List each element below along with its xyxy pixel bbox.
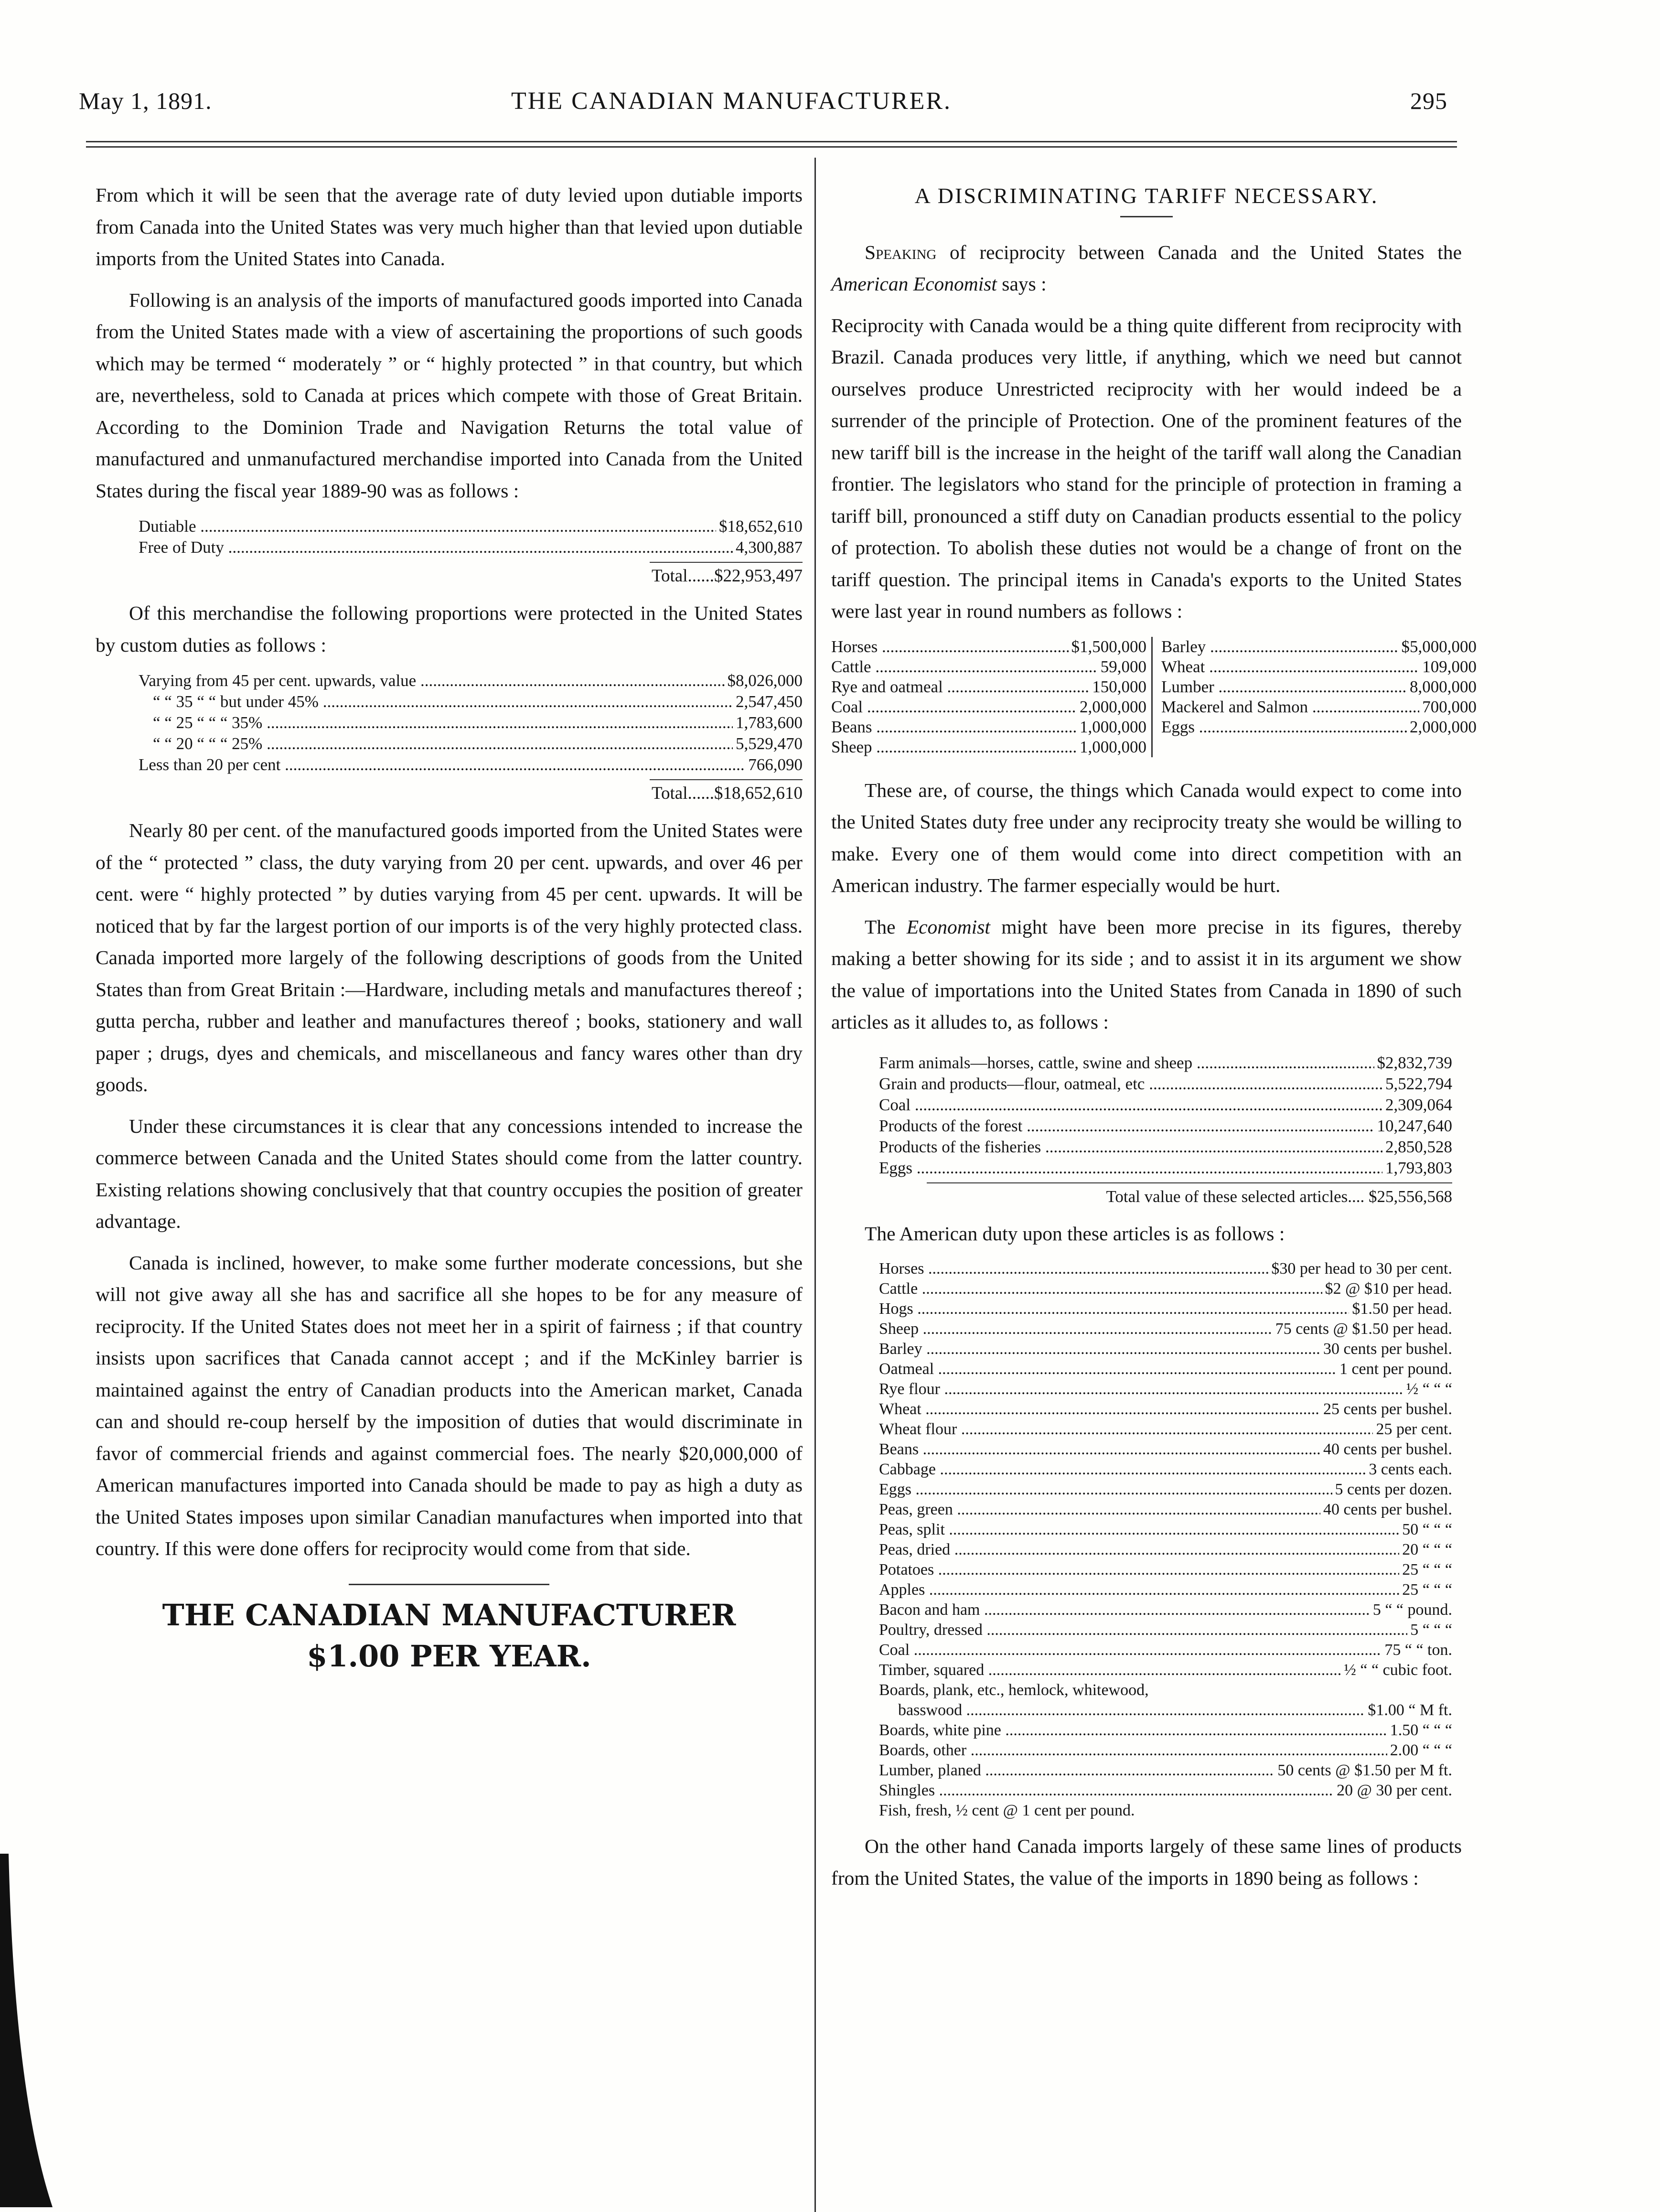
table-row: Varying from 45 per cent. upwards, value ..... $8,026,000	[139, 670, 803, 691]
issue-date: May 1, 1891.	[79, 87, 212, 114]
publication-title: THE CANADIAN MANUFACTURER.	[511, 87, 952, 115]
table-row: Sheep ..... 1,000,000	[831, 737, 1146, 757]
table-row: Boards, plank, etc., hemlock, whitewood,	[879, 1681, 1149, 1699]
exports-table-left	[831, 637, 1153, 757]
banner-title: THE CANADIAN MANUFACTURER	[162, 1597, 736, 1632]
table-row: Cattle ..... $2 @ $10 per head.	[879, 1279, 1452, 1299]
header-rule-double	[86, 146, 1457, 148]
table-row: Eggs ..... 1,793,803	[879, 1158, 1452, 1179]
table-row: Lumber, planed ..... 50 cents @ $1.50 per M ft.	[879, 1761, 1452, 1781]
paragraph: Following is an analysis of the imports of manufactured goods imported into Canada from the United States made with a view of ascertaining the proportions of such goods which may be termed “ moderately ” or “ highly protected ” in that country, but which are, nevertheless, sold to Canada at prices which compete with those of Great Britain. According to the Dominion Trade and Navigation Returns the total value of manufactured and unmanufactured merchandise imported into Canada from the United States during the fiscal year 1889-90 was as follows :	[96, 289, 803, 502]
table-row: Beans ..... 1,000,000	[831, 717, 1146, 737]
table-row: Coal ..... 2,000,000	[831, 697, 1146, 717]
table-row: Bacon and ham ..... 5 “ “ pound.	[879, 1600, 1452, 1620]
paragraph: On the other hand Canada imports largely of these same lines of products from the United States, the value of the imports in 1890 being as follows :	[831, 1835, 1462, 1889]
sum-rule	[650, 779, 803, 780]
table-row: Products of the fisheries ..... 2,850,528	[879, 1137, 1452, 1158]
sum-rule	[927, 1182, 1452, 1183]
table-row: Coal ..... 2,309,064	[879, 1095, 1452, 1116]
title-rule	[1120, 216, 1173, 217]
table-row: Fish, fresh, ½ cent @ 1 cent per pound.	[879, 1802, 1135, 1819]
paragraph: The Economist might have been more precise in its figures, thereby making a better showing for its side ; and to assist it in its argument we show the value of importations into the United States from Canada in 1890 of such articles as it alludes to, as follows :	[831, 915, 1462, 1033]
paragraph: Nearly 80 per cent. of the manufactured goods imported from the United States were of the “ protected ” class, the duty varying from 20 per cent. upwards, and over 46 per cent. were “ highly protected ” by duties varying from 45 per cent. upwards. It will be noticed that by far the largest portion of our imports is of the very highly protected class. Canada imported more largely of the following descriptions of goods from the United States than from Great Britain :—Hardware, including metals and manufactures thereof ; gutta percha, rubber and leather and manufactures thereof ; books, stationery and wall paper ; drugs, dyes and chemicals, and miscellaneous and fancy wares other than dry goods.	[96, 819, 803, 1095]
table-row: Peas, split ..... 50 “ “ “	[879, 1520, 1452, 1540]
table-row: Free of Duty ..... 4,300,887	[139, 537, 803, 558]
table-row: Lumber ..... 8,000,000	[1161, 677, 1477, 697]
table-row: Wheat flour ..... 25 per cent.	[879, 1419, 1452, 1439]
paragraph: Of this merchandise the following proportions were protected in the United States by custom duties as follows :	[96, 602, 803, 656]
paragraph: Speaking of reciprocity between Canada and the United States the American Economist says :	[831, 241, 1462, 295]
page-edge-shadow	[0, 1854, 57, 2207]
table-total: Total value of these selected articles.... $25,556,568	[1106, 1187, 1452, 1206]
table-row: Eggs ..... 5 cents per dozen.	[879, 1480, 1452, 1500]
table-row: Barley ..... $5,000,000	[1161, 637, 1477, 657]
table-row: Hogs ..... $1.50 per head.	[879, 1299, 1452, 1319]
table-row: Wheat ..... 25 cents per bushel.	[879, 1399, 1452, 1419]
table-row: Peas, green ..... 40 cents per bushel.	[879, 1500, 1452, 1520]
protection-table	[139, 670, 803, 805]
table-row: Boards, other ..... 2.00 “ “ “	[879, 1740, 1452, 1761]
trade-table	[139, 516, 803, 588]
table-row: Rye and oatmeal ..... 150,000	[831, 677, 1146, 697]
article-title: A DISCRIMINATING TARIFF NECESSARY.	[914, 183, 1379, 208]
header-rule	[86, 141, 1457, 142]
page-header	[72, 87, 1447, 135]
table-row: Cattle ..... 59,000	[831, 657, 1146, 677]
banner-rule	[349, 1584, 549, 1585]
table-row: Wheat ..... 109,000	[1161, 657, 1477, 677]
exports-table	[831, 637, 1477, 757]
table-row: Beans ..... 40 cents per bushel.	[879, 1439, 1452, 1460]
table-row: basswood ..... $1.00 “ M ft.	[879, 1700, 1452, 1720]
table-total: Total......$18,652,610	[652, 784, 803, 803]
column-divider	[814, 158, 816, 2212]
table-row: Sheep ..... 75 cents @ $1.50 per head.	[879, 1319, 1452, 1339]
table-row: Farm animals—horses, cattle, swine and sheep ..... $2,832,739	[879, 1052, 1452, 1074]
subscription-banner	[96, 1595, 803, 1677]
exports-table-right	[1153, 637, 1477, 757]
table-total: Total......$22,953,497	[652, 566, 803, 586]
table-row: Oatmeal ..... 1 cent per pound.	[879, 1359, 1452, 1379]
paragraph: These are, of course, the things which Canada would expect to come into the United States duty free under any reciprocity treaty she would be willing to make. Every one of them would come into direct competition with an American industry. The farmer especially would be hurt.	[831, 779, 1462, 896]
right-column	[831, 179, 1477, 1903]
table-row: Cabbage ..... 3 cents each.	[879, 1460, 1452, 1480]
table-row: Products of the forest ..... 10,247,640	[879, 1116, 1452, 1137]
table-row: Eggs ..... 2,000,000	[1161, 717, 1477, 737]
table-row: Barley ..... 30 cents per bushel.	[879, 1339, 1452, 1359]
table-row: Mackerel and Salmon ..... 700,000	[1161, 697, 1477, 717]
table-row: Grain and products—flour, oatmeal, etc ..... 5,522,794	[879, 1074, 1452, 1095]
sum-rule	[650, 562, 803, 563]
table-row: Apples ..... 25 “ “ “	[879, 1580, 1452, 1600]
paragraph: Under these circumstances it is clear that any concessions intended to increase the commerce between Canada and the United States should come from the latter country. Existing relations showing conclusively that that country occupies the position of greater advantage.	[96, 1115, 803, 1232]
page-number: 295	[1410, 87, 1447, 114]
table-row: “ “ 20 “ “ “ 25% ..... 5,529,470	[139, 733, 803, 754]
quotation: Reciprocity with Canada would be a thing quite different from reciprocity with Brazil. Canada produces very little, if anything, which we need but cannot ourselves produce Unrestricted reciprocity with her would indeed be a surrender of the principle of Protection. One of the prominent features of the new tariff bill is the increase in the height of the tariff wall along the Canadian frontier. The legislators who stand for the principle of protection in framing a tariff bill, pronounced a stiff duty on Canadian products essential to the policy of protection. To abolish these duties not would be a change of front on the tariff question. The principal items in Canada's exports to the United States were last year in round numbers as follows :	[831, 314, 1462, 622]
left-column	[96, 179, 803, 1677]
table-row: Coal ..... 75 “ “ ton.	[879, 1640, 1452, 1660]
table-row: “ “ 35 “ “ but under 45% ..... 2,547,450	[139, 691, 803, 712]
table-row: Potatoes ..... 25 “ “ “	[879, 1560, 1452, 1580]
table-row: Peas, dried ..... 20 “ “ “	[879, 1540, 1452, 1560]
table-row: Boards, white pine ..... 1.50 “ “ “	[879, 1720, 1452, 1740]
table-row: Less than 20 per cent ..... 766,090	[139, 754, 803, 775]
table-row: Dutiable ..... $18,652,610	[139, 516, 803, 537]
paragraph: From which it will be seen that the average rate of duty levied upon dutiable imports from Canada into the United States was very much higher than that levied upon dutiable imports from the United States into Canada.	[96, 184, 803, 269]
table-row: Poultry, dressed ..... 5 “ “ “	[879, 1620, 1452, 1640]
table-row: Horses ..... $30 per head to 30 per cent.	[879, 1259, 1452, 1279]
banner-price: $1.00 PER YEAR.	[307, 1638, 591, 1674]
duty-table	[879, 1259, 1452, 1821]
imports-table	[879, 1052, 1452, 1208]
table-row: “ “ 25 “ “ “ 35% ..... 1,783,600	[139, 712, 803, 733]
table-row: Timber, squared ..... ½ “ “ cubic foot.	[879, 1660, 1452, 1680]
table-row: Rye flour ..... ½ “ “ “	[879, 1379, 1452, 1399]
table-row: Shingles ..... 20 @ 30 per cent.	[879, 1781, 1452, 1801]
table-row: Horses ..... $1,500,000	[831, 637, 1146, 657]
paragraph: The American duty upon these articles is as follows :	[865, 1222, 1285, 1245]
paragraph: Canada is inclined, however, to make some further moderate concessions, but she will not give away all she has and sacrifice all she hopes to be for any measure of reciprocity. If the United States does not meet her in a spirit of fairness ; if that country insists upon sacrifices that Canada cannot accept ; and if the McKinley barrier is maintained against the entry of Canadian products into the American market, Canada can and should re-coup herself by the imposition of duties that would discriminate in favor of commercial friends and against commercial foes. The nearly $20,000,000 of American manufactures imported into Canada should be made to pay as high a duty as the United States imposes upon similar Canadian manufactures when imported into that country. If this were done offers for reciprocity would come from that side.	[96, 1251, 803, 1559]
